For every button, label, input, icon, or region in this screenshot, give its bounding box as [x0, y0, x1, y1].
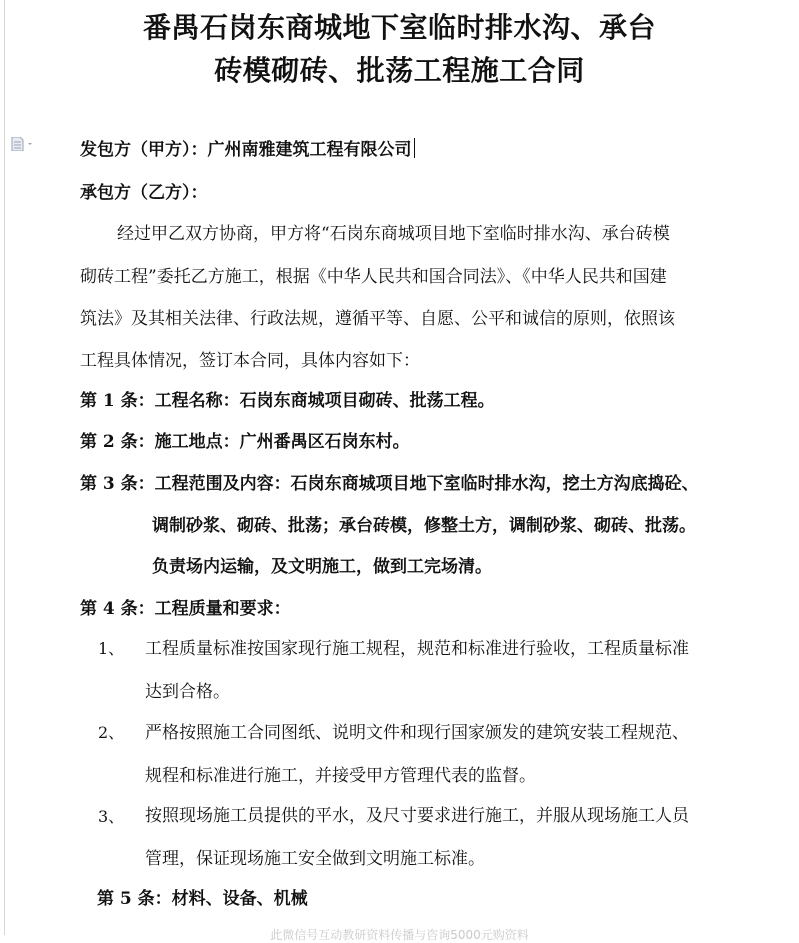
party-a: 发包方（甲方）：广州南雅建筑工程有限公司 — [80, 135, 415, 160]
contract-title-line-1: 番禺石岗东商城地下室临时排水沟、承台 — [142, 11, 656, 44]
intro-line-3: 筑法》及其相关法律、行政法规，遵循平等、自愿、公平和诚信的原则，依照该 — [80, 309, 675, 329]
intro-line-1: 经过甲乙双方协商，甲方将“石岗东商城项目地下室临时排水沟、承台砖模 — [117, 224, 670, 244]
article-5: 第 5 条：材料、设备、机械 — [97, 889, 308, 909]
item-3-number: 3、 — [98, 807, 125, 826]
article-1: 第 1 条：工程名称：石岗东商城项目砌砖、批荡工程。 — [80, 391, 495, 411]
item-3-line-1: 按照现场施工员提供的平水，及尺寸要求进行施工，并服从现场施工人员 — [145, 806, 689, 826]
contract-title-line-2: 砖模砌砖、批荡工程施工合同 — [214, 54, 585, 87]
article-3-line-2: 调制砂浆、砌砖、批荡；承台砖模，修整土方，调制砂浆、砌砖、批荡。 — [152, 516, 696, 536]
text-cursor — [414, 138, 415, 158]
item-1-line-2: 达到合格。 — [145, 682, 230, 702]
item-1-number: 1、 — [98, 639, 125, 658]
article-3-line-1: 第 3 条：工程范围及内容：石岗东商城项目地下室临时排水沟，挖土方沟底捣砼、 — [80, 474, 699, 494]
chevron-down-icon — [28, 143, 32, 145]
party-b: 承包方（乙方）： — [80, 183, 208, 203]
page-left-border — [4, 0, 5, 935]
item-2-line-1: 严格按照施工合同图纸、说明文件和现行国家颁发的建筑安装工程规范、 — [145, 723, 689, 743]
item-1-line-1: 工程质量标准按国家现行施工规程，规范和标准进行验收，工程质量标准 — [145, 639, 689, 659]
article-4: 第 4 条：工程质量和要求： — [80, 599, 291, 619]
article-2: 第 2 条：施工地点：广州番禺区石岗东村。 — [80, 432, 410, 452]
article-3-line-3: 负责场内运输，及文明施工，做到工完场清。 — [152, 557, 492, 577]
intro-line-4: 工程具体情况，签订本合同，具体内容如下： — [80, 351, 420, 371]
document-icon[interactable] — [11, 137, 37, 151]
intro-line-2: 砌砖工程”委托乙方施工，根据《中华人民共和国合同法》、《中华人民共和国建 — [80, 267, 667, 287]
item-2-number: 2、 — [98, 723, 125, 742]
item-3-line-2: 管理，保证现场施工安全做到文明施工标准。 — [145, 849, 485, 869]
footer-watermark: 此微信号互动教研资料传播与咨询5000元购资料 — [270, 928, 529, 942]
item-2-line-2: 规程和标准进行施工，并接受甲方管理代表的监督。 — [145, 766, 536, 786]
